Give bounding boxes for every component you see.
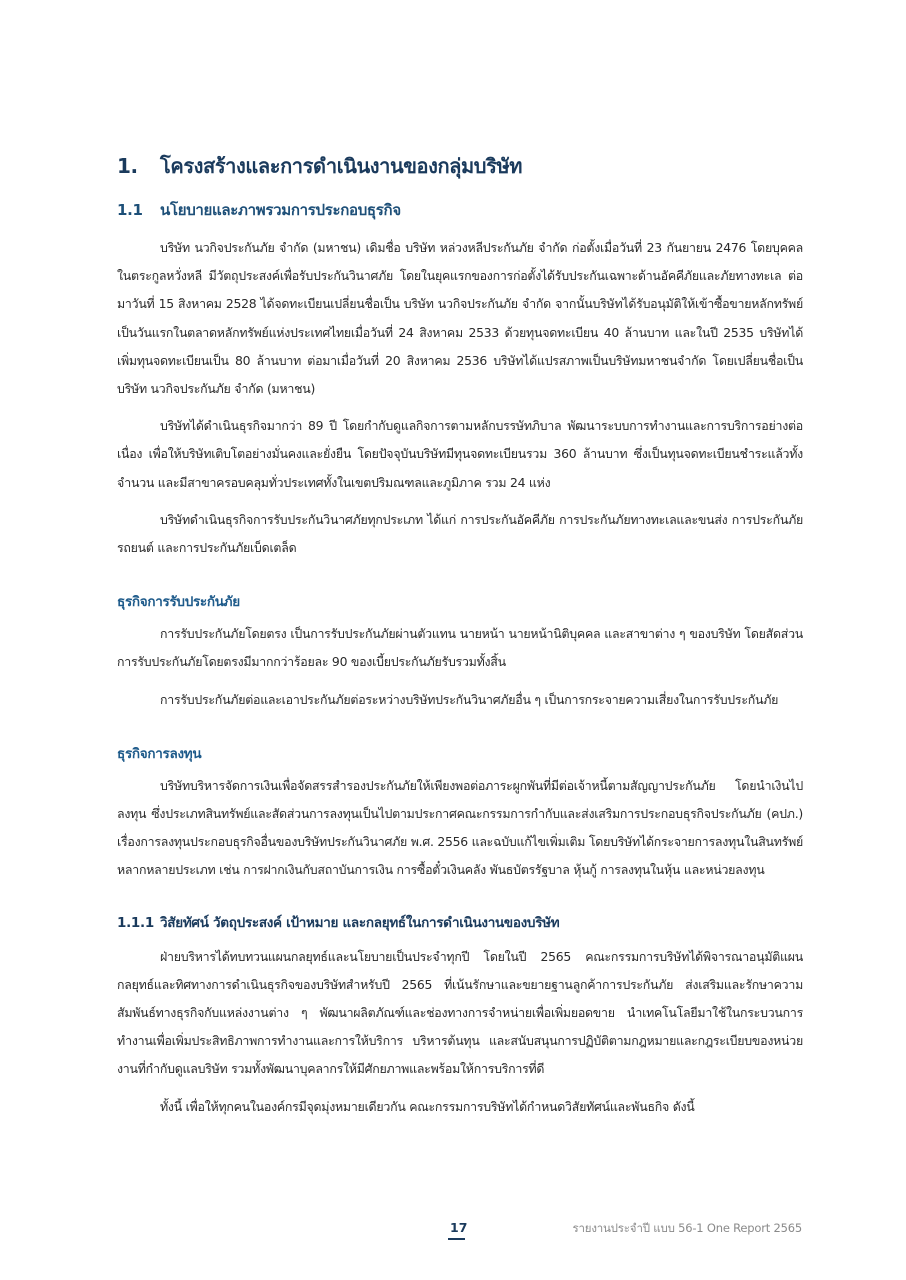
subsection-heading bbox=[117, 198, 803, 222]
underwriting-heading: ธุรกิจการรับประกันภัย bbox=[117, 594, 240, 611]
page-content bbox=[117, 150, 803, 1130]
vision-title: วิสัยทัศน์ วัตถุประสงค์ เป้าหมาย และกลยุทธ์ในการดำเนินงานของบริษัท bbox=[160, 914, 560, 931]
subsection-title: นโยบายและภาพรวมการประกอบธุรกิจ bbox=[160, 201, 401, 219]
paragraph-direct-underwriting: การรับประกันภัยโดยตรง เป็นการรับประกันภัยผ่านตัวแทน นายหน้า นายหน้านิติบุคคล และสาขาต่าง ๆ ของบริษัท โดยสัดส่วนการรับประกันภัยโดยตรงมีมากกว่าร้อยละ 90 ของเบี้ยประกันภัยรับรวมทั้งสิ้น bbox=[117, 626, 803, 670]
page-number: 17 bbox=[450, 1220, 468, 1235]
section-title: โครงสร้างและการดำเนินงานของกลุ่มบริษัท bbox=[160, 154, 523, 178]
paragraph-reinsurance: การรับประกันภัยต่อและเอาประกันภัยต่อระหว่างบริษัทประกันวินาศภัยอื่น ๆ เป็นการกระจายความเสี่ยงในการรับประกันภัย bbox=[160, 691, 779, 707]
subsection-number: 1.1 bbox=[117, 201, 143, 219]
vision-heading bbox=[117, 911, 803, 933]
investment-heading: ธุรกิจการลงทุน bbox=[117, 745, 202, 762]
paragraph-investment: บริษัทบริหารจัดการเงินเพื่อจัดสรรสำรองประกันภัยให้เพียงพอต่อภาระผูกพันที่มีต่อเจ้าหนี้ตามสัญญาประกันภัย โดยนำเงินไปลงทุน ซึ่งประเภทสินทรัพย์และสัดส่วนการลงทุนเป็นไปตามประกาศคณะกรรมการกำกับและส่งเสริมการประกอบธุรกิจประกันภัย (คปภ.) เรื่องการลงทุนประกอบธุรกิจอื่นของบริษัทประกันวินาศภัย พ.ศ. 2556 และฉบับแก้ไขเพิ่มเติม โดยบริษัทได้กระจายการลงทุนในสินทรัพย์หลากหลายประเภท เช่น การฝากเงินกับสถาบันการเงิน การซื้อตั๋วเงินคลัง พันธบัตรรัฐบาล หุ้นกู้ การลงทุนในหุ้น และหน่วยลงทุน bbox=[117, 777, 803, 878]
report-name: รายงานประจำปี แบบ 56-1 One Report 2565 bbox=[572, 1221, 802, 1235]
paragraph-vision-intro: ทั้งนี้ เพื่อให้ทุกคนในองค์กรมีจุดมุ่งหมายเดียวกัน คณะกรรมการบริษัทได้กำหนดวิสัยทัศน์และพันธกิจ ดังนี้ bbox=[160, 1098, 695, 1114]
paragraph-business-lines: บริษัทดำเนินธุรกิจการรับประกันวินาศภัยทุกประเภท ได้แก่ การประกันอัคคีภัย การประกันภัยทางทะเลและขนส่ง การประกันภัยรถยนต์ และการประกันภัยเบ็ดเตล็ด bbox=[117, 511, 803, 556]
vision-number: 1.1.1 bbox=[117, 914, 154, 931]
section-heading bbox=[117, 150, 803, 182]
paragraph-history: บริษัท นวกิจประกันภัย จำกัด (มหาชน) เดิมชื่อ บริษัท หล่วงหลีประกันภัย จำกัด ก่อตั้งเมื่อวันที่ 23 กันยายน 2476 โดยบุคคลในตระกูลหวั่งหลี มีวัตถุประสงค์เพื่อรับประกันวินาศภัย โดยในยุคแรกของการก่อตั้งได้รับประกันเฉพาะด้านอัคคีภัยและภัยทางทะเล ต่อมาวันที่ 15 สิงหาคม 2528 ได้จดทะเบียนเปลี่ยนชื่อเป็น บริษัท นวกิจประกันภัย จำกัด จากนั้นบริษัทได้รับอนุมัติให้เข้าซื้อขายหลักทรัพย์เป็นวันแรกในตลาดหลักทรัพย์แห่งประเทศไทยเมื่อวันที่ 24 สิงหาคม 2533 ด้วยทุนจดทะเบียน 40 ล้านบาท และในปี 2535 บริษัทได้เพิ่มทุนจดทะเบียนเป็น 80 ล้านบาท ต่อมาเมื่อวันที่ 20 สิงหาคม 2536 บริษัทได้แปรสภาพเป็นบริษัทมหาชนจำกัด โดยเปลี่ยนชื่อเป็น บริษัท นวกิจประกันภัย จำกัด (มหาชน) bbox=[117, 240, 803, 397]
section-number: 1. bbox=[117, 154, 138, 178]
page-number-underline bbox=[448, 1238, 465, 1240]
paragraph-operations: บริษัทได้ดำเนินธุรกิจมากว่า 89 ปี โดยกำกับดูแลกิจการตามหลักบรรษัทภิบาล พัฒนาระบบการทำงานและการบริการอย่างต่อเนื่อง เพื่อให้บริษัทเติบโตอย่างมั่นคงและยั่งยืน โดยปัจจุบันบริษัทมีทุนจดทะเบียนรวม 360 ล้านบาท ซึ่งเป็นทุนจดทะเบียนชำระแล้วทั้งจำนวน และมีสาขาครอบคลุมทั่วประเทศทั้งในเขตปริมณฑลและภูมิภาค รวม 24 แห่ง bbox=[117, 418, 803, 490]
page-footer bbox=[0, 1214, 906, 1244]
paragraph-strategy: ฝ่ายบริหารได้ทบทวนแผนกลยุทธ์และนโยบายเป็นประจำทุกปี โดยในปี 2565 คณะกรรมการบริษัทได้พิจารณาอนุมัติแผนกลยุทธ์และทิศทางการดำเนินธุรกิจของบริษัทสำหรับปี 2565 ที่เน้นรักษาและขยายฐานลูกค้าการประกันภัย ส่งเสริมและรักษาความสัมพันธ์ทางธุรกิจกับแหล่งงานต่าง ๆ พัฒนาผลิตภัณฑ์และช่องทางการจำหน่ายเพื่อเพิ่มยอดขาย นำเทคโนโลยีมาใช้ในกระบวนการทำงานเพื่อเพิ่มประสิทธิภาพการทำงานและการให้บริการ บริหารต้นทุน และสนับสนุนการปฏิบัติตามกฎหมายและกฎระเบียบของหน่วยงานที่กำกับดูแลบริษัท รวมทั้งพัฒนาบุคลากรให้มีศักยภาพและพร้อมให้การบริการที่ดี bbox=[117, 948, 803, 1077]
